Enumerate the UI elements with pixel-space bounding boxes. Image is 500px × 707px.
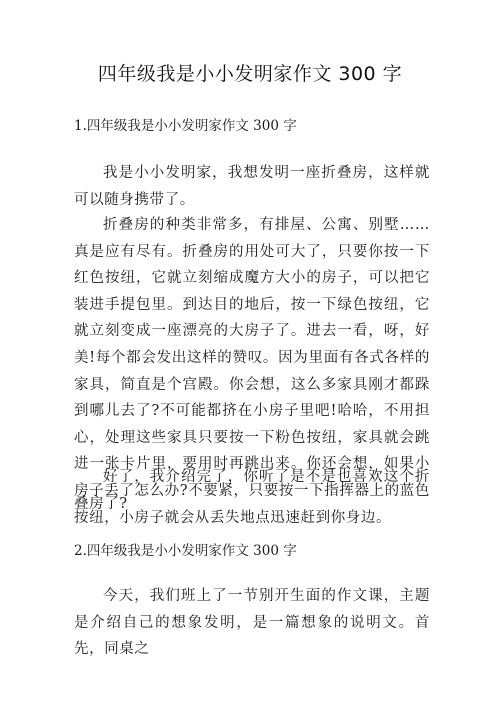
section-1-paragraph-3: 好了，我介绍完了，你听了是不是也喜欢这个折叠房了? xyxy=(74,469,430,512)
section-1-paragraph-2: 折叠房的种类非常多，有排屋、公寓、别墅……真是应有尽有。折叠房的用处可大了，只要你按一下红色按纽，它就立刻缩成魔方大小的房子，可以把它装进手提包里。到达目的地后，按一下绿色按纽，它就立刻变成一座漂亮的大房子了。进去一看，呀，好美!每个都会发出这样的赞叹。因为里面有各式各样的家具，简直是个宫殿。你会想，这么多家具刚才都跺到哪儿去了?不可能都挤在小房子里吧!哈哈，不用担心，处理这些家具只要按一下粉色按纽，家具就会跳进一张卡片里，要用时再跳出来。你还会想，如果小房子丢了怎么办?不要紧，只要按一下指挥器上的蓝色按纽，小房子就会从丢失地点迅速赶到你身边。 xyxy=(74,217,430,526)
section-heading-2: 2.四年级我是小小发明家作文 300 字 xyxy=(74,543,297,559)
section-2-paragraph-1: 今天，我们班上了一节别开生面的作文课，主题是介绍自己的想象发明，是一篇想象的说明文。首先，同桌之 xyxy=(74,588,430,658)
section-heading-1: 1.四年级我是小小发明家作文 300 字 xyxy=(74,118,297,134)
document-title: 四年级我是小小发明家作文 300 字 xyxy=(97,63,403,85)
section-1-paragraph-1: 我是小小发明家，我想发明一座折叠房，这样就可以随身携带了。 xyxy=(74,165,430,208)
